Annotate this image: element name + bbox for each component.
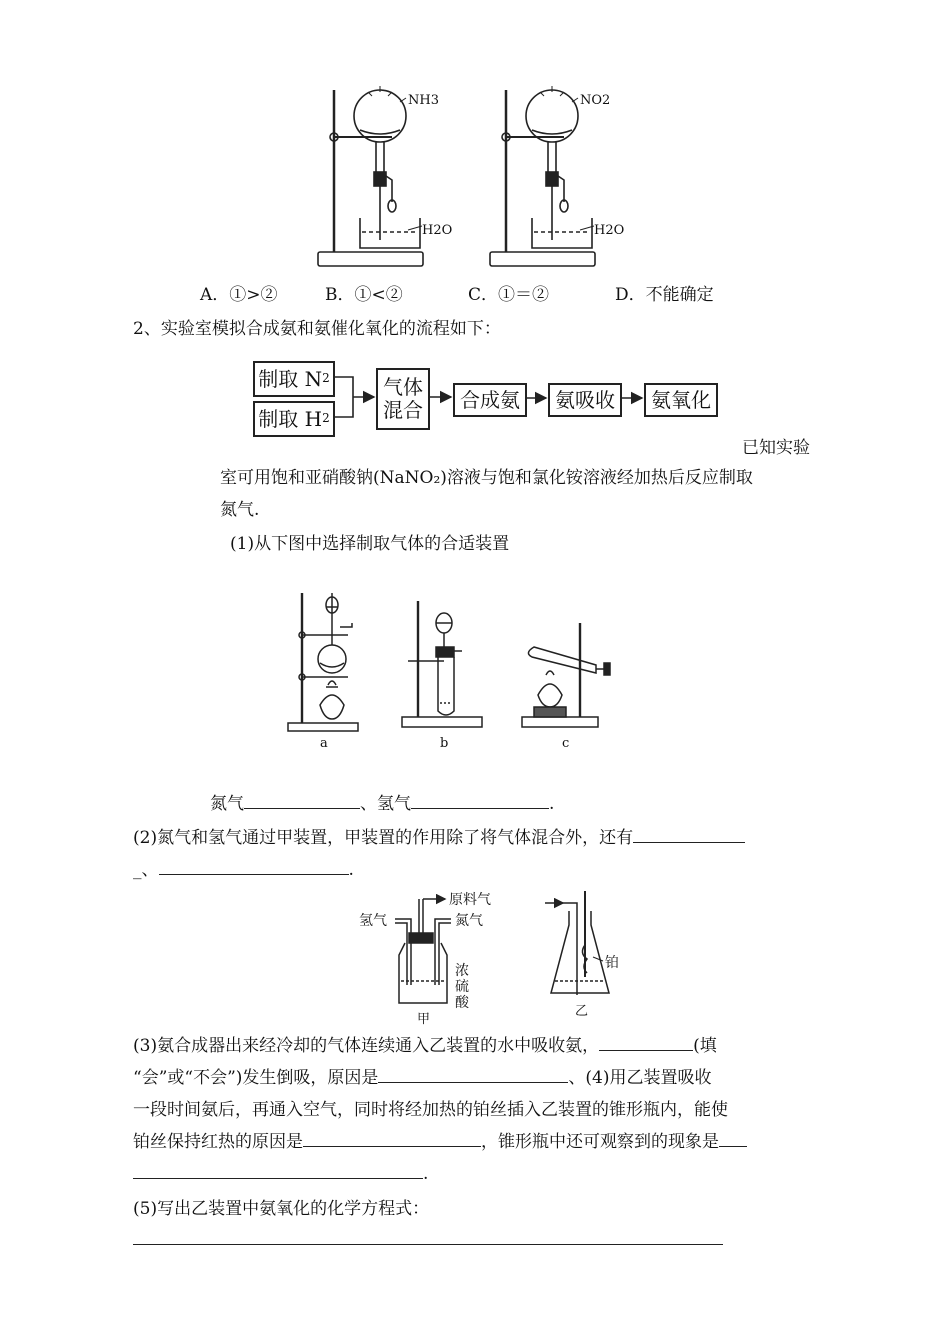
option-a: A．①>② <box>200 285 278 305</box>
sub2-end: . <box>348 860 354 880</box>
flow-box-mix-line1: 气体 <box>383 375 423 399</box>
sub-question-5: (5)写出乙装置中氨氧化的化学方程式： <box>133 1199 430 1219</box>
blank-n2-apparatus[interactable] <box>244 790 360 809</box>
yi-apparatus <box>545 891 609 995</box>
flow-arrows <box>250 355 720 440</box>
flow-box-h2-sub: 2 <box>322 411 330 426</box>
jia-n2-label: 氮气 <box>455 913 483 929</box>
yi-pt-label: 铂 <box>605 955 619 971</box>
jia-apparatus <box>395 899 451 1003</box>
flow-box-n2-sub: 2 <box>322 371 330 386</box>
jia-name: 甲 <box>417 1012 431 1027</box>
jia-acid-3: 酸 <box>455 995 469 1011</box>
fountain-apparatus-left <box>318 86 423 266</box>
q2-intro: 2、实验室模拟合成氨和氨催化氧化的流程如下： <box>133 319 501 339</box>
gas-label-right: NO2 <box>580 93 611 108</box>
answer-line-1 <box>210 788 554 820</box>
ans1-h2-label: 、氢气 <box>360 794 411 814</box>
sub-question-3-line5 <box>133 1158 428 1190</box>
flow-box-mix-line2: 混合 <box>383 398 423 422</box>
apparatus-b-label: b <box>440 736 449 751</box>
sub3-end: . <box>423 1164 429 1184</box>
apparatus-a-label: a <box>320 736 328 751</box>
ans1-end: . <box>549 794 555 814</box>
jia-h2-label: 氢气 <box>359 913 387 929</box>
known-line-1: 已知实验 <box>742 438 810 458</box>
sub3-text-d: 、(4)用乙装置吸收 <box>568 1068 712 1088</box>
blank-reason[interactable] <box>378 1064 568 1083</box>
jia-acid-2: 硫 <box>455 979 469 995</box>
apparatus-c-label: c <box>562 736 570 751</box>
sub3-text-e: 铂丝保持红热的原因是 <box>133 1132 303 1152</box>
fountain-apparatus-right <box>490 86 595 266</box>
ans1-n2-label: 氮气 <box>210 794 244 814</box>
sub3-text-f: ，锥形瓶中还可观察到的现象是 <box>481 1132 719 1152</box>
sub-question-3-line2 <box>133 1062 712 1094</box>
sub-question-3-line3: 一段时间氨后，再通入空气，同时将经加热的铂丝插入乙装置的锥形瓶内，能使 <box>133 1100 728 1120</box>
flow-box-absorb: 氨吸收 <box>548 383 622 417</box>
jia-acid-1: 浓 <box>455 963 469 979</box>
blank-jia-role-2[interactable] <box>159 856 349 875</box>
blank-phenomenon-2[interactable] <box>133 1160 423 1179</box>
known-line-3: 氮气. <box>220 500 260 520</box>
flow-box-synthesis: 合成氨 <box>453 383 527 417</box>
sub2-text: (2)氮气和氢气通过甲装置，甲装置的作用除了将气体混合外，还有 <box>133 828 634 848</box>
jia-yi-figure <box>355 885 645 1027</box>
sub-question-2-line2 <box>133 854 354 886</box>
fountain-apparatus-figure <box>310 80 630 272</box>
blank-h2-apparatus[interactable] <box>411 790 549 809</box>
water-label-right: H2O <box>594 223 625 238</box>
water-label-left: H2O <box>422 223 453 238</box>
blank-jia-role-1[interactable] <box>633 824 745 843</box>
apparatus-c <box>522 623 610 727</box>
sub3-text-b: (填 <box>693 1036 717 1056</box>
option-c: C．①＝② <box>468 285 550 305</box>
known-line-2: 室可用饱和亚硝酸钠(NaNO₂)溶液与饱和氯化铵溶液经加热后反应制取 <box>220 468 753 488</box>
flow-box-h2-label: 制取 H <box>258 406 323 431</box>
apparatus-a <box>288 593 358 731</box>
gas-label-left: NH3 <box>408 93 439 108</box>
sub3-text-c: “会”或“不会”)发生倒吸，原因是 <box>133 1068 379 1088</box>
blank-backflow[interactable] <box>599 1032 693 1051</box>
option-b: B．①<② <box>325 285 403 305</box>
sub3-text-a: (3)氨合成器出来经冷却的气体连续通入乙装置的水中吸收氨， <box>133 1036 600 1056</box>
sub-question-3-line4 <box>133 1126 747 1158</box>
blank-phenomenon-1[interactable] <box>719 1128 747 1147</box>
sub-question-3-line1 <box>133 1030 717 1062</box>
yi-name: 乙 <box>575 1004 589 1019</box>
sub-question-1: (1)从下图中选择制取气体的合适装置 <box>230 534 510 554</box>
blank-equation[interactable] <box>133 1244 723 1245</box>
sub2-sep: _、 <box>133 860 159 880</box>
sub-question-2-line1 <box>133 822 745 854</box>
gas-generator-figure <box>280 585 650 755</box>
flow-box-n2-label: 制取 N <box>258 366 323 391</box>
apparatus-b <box>402 601 482 727</box>
blank-red-hot-reason[interactable] <box>303 1128 481 1147</box>
flow-box-oxidation: 氨氧化 <box>644 383 718 417</box>
jia-raw-gas-label: 原料气 <box>449 892 491 908</box>
option-d: D．不能确定 <box>615 285 714 305</box>
